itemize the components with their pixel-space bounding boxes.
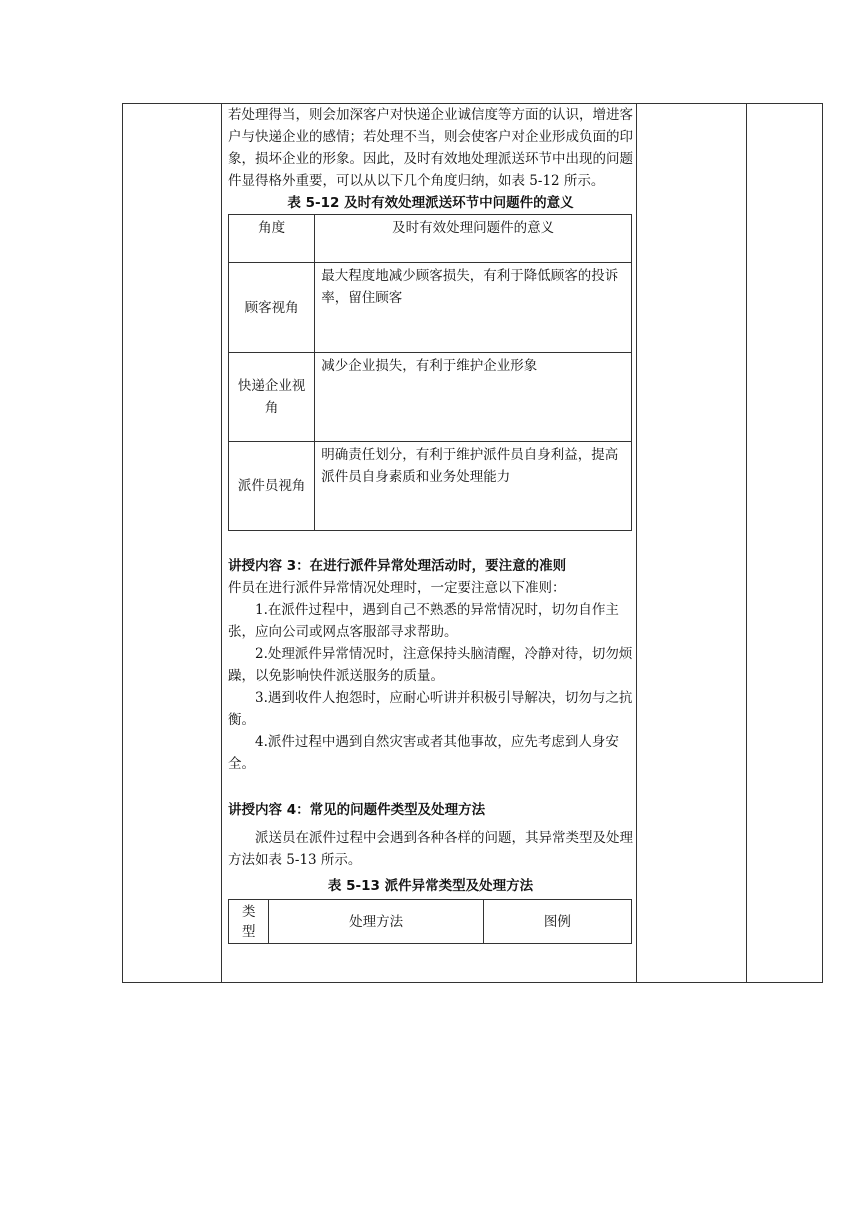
table1 xyxy=(228,214,632,531)
table-row xyxy=(229,900,632,944)
table1-cell-angle: 派件员视角 xyxy=(229,442,315,531)
table1-cell-meaning: 最大程度地减少顾客损失，有利于降低顾客的投诉率，留住顾客 xyxy=(315,263,632,353)
table-row xyxy=(229,215,632,263)
list-item: 2.处理派件异常情况时，注意保持头脑清醒，冷静对待，切勿烦躁，以免影响快件派送服务的质量。 xyxy=(228,646,633,684)
intro-paragraph: 若处理得当，则会加深客户对快递企业诚信度等方面的认识，增进客户与快递企业的感情；若处理不当，则会使客户对企业形成负面的印象，损坏企业的形象。因此，及时有效地处理派送环节中出现的问题件显得格外重要，可以从以下几个角度归纳，如表 5-12 所示。 xyxy=(228,107,633,189)
section4-heading: 讲授内容 4：常见的问题件类型及处理方法 xyxy=(228,802,486,818)
table1-cell-angle: 顾客视角 xyxy=(229,263,315,353)
table1-cell-meaning: 明确责任划分，有利于维护派件员自身利益，提高派件员自身素质和业务处理能力 xyxy=(315,442,632,531)
table1-header-angle: 角度 xyxy=(229,215,315,263)
list-item: 1.在派件过程中，遇到自己不熟悉的异常情况时，切勿自作主张，应向公司或网点客服部寻求帮助。 xyxy=(228,602,619,640)
column-divider-3 xyxy=(746,103,747,983)
table1-cell-angle: 快递企业视角 xyxy=(229,353,315,442)
table2-header-legend: 图例 xyxy=(483,900,631,944)
section3-heading: 讲授内容 3：在进行派件异常处理活动时，要注意的准则 xyxy=(228,558,567,574)
table2-header-type: 类型 xyxy=(229,900,269,944)
table-row xyxy=(229,442,632,531)
table1-cell-meaning: 减少企业损失，有利于维护企业形象 xyxy=(315,353,632,442)
list-item: 3.遇到收件人抱怨时，应耐心听讲并积极引导解决，切勿与之抗衡。 xyxy=(228,690,633,728)
table1-caption: 表 5-12 及时有效处理派送环节中问题件的意义 xyxy=(287,195,574,211)
table2-header-method: 处理方法 xyxy=(269,900,483,944)
table1-header-meaning: 及时有效处理问题件的意义 xyxy=(315,215,632,263)
list-item: 4.派件过程中遇到自然灾害或者其他事故，应先考虑到人身安全。 xyxy=(228,734,619,772)
section4-paragraph: 派送员在派件过程中会遇到各种各样的问题，其异常类型及处理方法如表 5-13 所示。 xyxy=(228,830,633,868)
main-content xyxy=(228,104,633,944)
table-row xyxy=(229,353,632,442)
table2-caption: 表 5-13 派件异常类型及处理方法 xyxy=(327,878,534,894)
section3-lead: 件员在进行派件异常情况处理时，一定要注意以下准则： xyxy=(228,580,566,596)
column-divider-1 xyxy=(221,103,222,983)
table-row xyxy=(229,263,632,353)
table2 xyxy=(228,899,632,944)
column-divider-2 xyxy=(636,103,637,983)
